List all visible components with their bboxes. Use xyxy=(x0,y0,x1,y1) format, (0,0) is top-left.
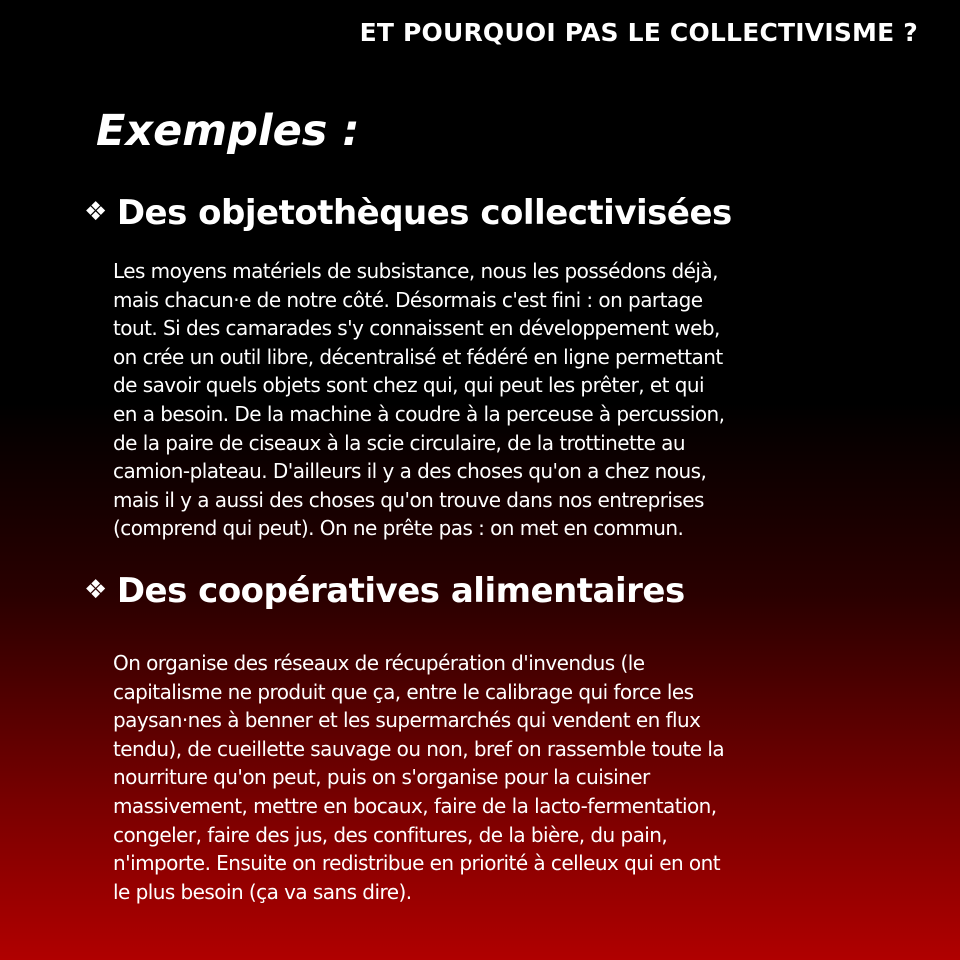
body-line: (comprend qui peut). On ne prête pas : on met en commun. xyxy=(113,516,684,541)
body-line: tendu), de cueillette sauvage ou non, bref on rassemble toute la xyxy=(113,736,725,761)
body-line: nourriture qu'on peut, puis on s'organise pour la cuisiner xyxy=(113,765,650,790)
body-line: tout. Si des camarades s'y connaissent en développement web, xyxy=(113,316,720,341)
item-title-cooperatives xyxy=(84,571,685,611)
body-line: de savoir quels objets sont chez qui, qui peut les prêter, et qui xyxy=(113,373,705,398)
page-header-title: ET POURQUOI PAS LE COLLECTIVISME ? xyxy=(359,18,918,47)
section-heading: Exemples : xyxy=(96,106,360,156)
body-line: n'importe. Ensuite on redistribue en priorité à celleux qui en ont xyxy=(113,851,720,876)
body-line: massivement, mettre en bocaux, faire de la lacto-fermentation, xyxy=(113,793,717,818)
diamond-four-icon: ❖ xyxy=(84,197,107,227)
body-line: paysan·nes à benner et les supermarchés qui vendent en flux xyxy=(113,708,701,733)
item-body-objetotheques xyxy=(113,257,903,543)
body-line: capitalisme ne produit que ça, entre le calibrage qui force les xyxy=(113,679,694,704)
body-line: en a besoin. De la machine à coudre à la perceuse à percussion, xyxy=(113,401,725,426)
body-line: de la paire de ciseaux à la scie circulaire, de la trottinette au xyxy=(113,430,685,455)
body-line: mais chacun·e de notre côté. Désormais c'est fini : on partage xyxy=(113,287,703,312)
body-line: le plus besoin (ça va sans dire). xyxy=(113,879,412,904)
body-line: camion-plateau. D'ailleurs il y a des choses qu'on a chez nous, xyxy=(113,459,707,484)
item-title-objetotheques xyxy=(84,193,732,233)
item-title-text: Des coopératives alimentaires xyxy=(116,571,685,611)
body-line: Les moyens matériels de subsistance, nous les possédons déjà, xyxy=(113,259,718,283)
body-line: On organise des réseaux de récupération d'invendus (le xyxy=(113,651,645,675)
diamond-four-icon: ❖ xyxy=(84,575,107,605)
item-title-text: Des objetothèques collectivisées xyxy=(116,193,732,233)
item-body-cooperatives xyxy=(113,649,903,906)
body-line: congeler, faire des jus, des confitures, de la bière, du pain, xyxy=(113,822,668,847)
body-line: mais il y a aussi des choses qu'on trouve dans nos entreprises xyxy=(113,487,704,512)
body-line: on crée un outil libre, décentralisé et fédéré en ligne permettant xyxy=(113,344,723,369)
